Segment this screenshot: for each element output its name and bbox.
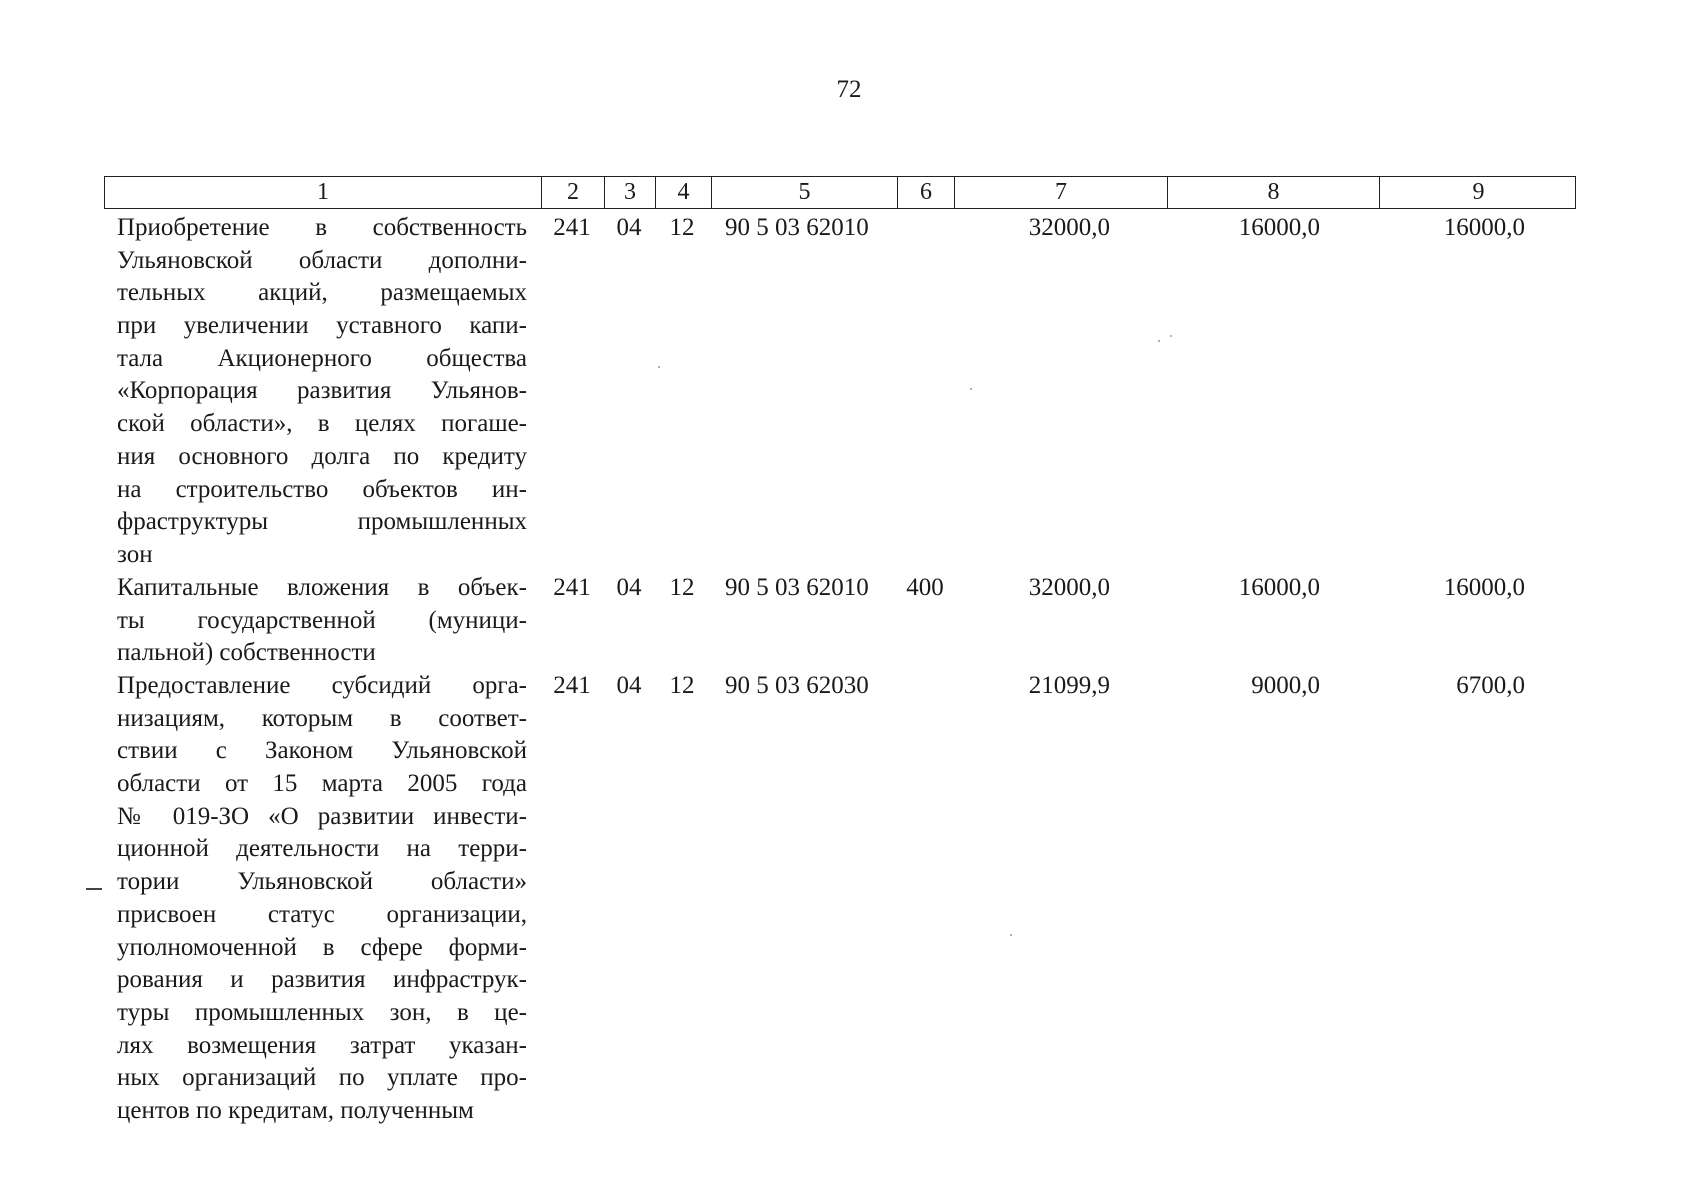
description-line: ской области», в целях погаше- — [117, 410, 527, 438]
scan-speck — [970, 388, 972, 390]
row-description — [117, 572, 527, 670]
cell-col-2: 241 — [553, 214, 591, 241]
scan-speck — [1170, 335, 1172, 337]
description-line: ствии с Законом Ульяновской — [117, 737, 527, 765]
description-line: рования и развития инфраструк- — [117, 966, 527, 994]
description-line: тала Акционерного общества — [117, 344, 527, 372]
cell-col-8: 9000,0 — [1251, 672, 1320, 699]
header-col-9: 9 — [1379, 177, 1577, 208]
scan-speck — [658, 366, 660, 368]
scan-dash-mark — [86, 888, 102, 890]
description-line: пальной) собственности — [117, 639, 376, 667]
cell-col-4: 12 — [669, 214, 695, 241]
description-line: «Корпорация развития Ульянов- — [117, 377, 527, 405]
description-line: при увеличении уставного капи- — [117, 312, 527, 340]
scan-speck — [1010, 934, 1012, 936]
table-header-row — [104, 176, 1576, 209]
cell-col-5: 90 5 03 62010 — [725, 214, 869, 241]
cell-col-3: 04 — [616, 214, 642, 241]
description-line: Предоставление субсидий орга- — [117, 672, 527, 699]
description-line: центов по кредитам, полученным — [117, 1096, 474, 1124]
description-line: Приобретение в собственность — [117, 214, 527, 241]
page-number: 72 — [836, 76, 862, 103]
description-line: присвоен статус организации, — [117, 900, 527, 928]
cell-col-5: 90 5 03 62030 — [725, 672, 869, 699]
cell-col-7: 32000,0 — [1028, 214, 1110, 241]
description-line: области от 15 марта 2005 года — [117, 770, 527, 798]
cell-col-3: 04 — [616, 672, 642, 699]
cell-col-9: 16000,0 — [1443, 214, 1525, 241]
description-line: тельных акций, размещаемых — [117, 279, 527, 307]
cell-col-6: 400 — [906, 574, 944, 601]
description-line: ты государственной (муници- — [117, 606, 527, 634]
cell-col-5: 90 5 03 62010 — [725, 574, 869, 601]
description-line: фраструктуры промышленных — [117, 508, 527, 536]
description-line: уполномоченной в сфере форми- — [117, 933, 527, 961]
description-line: зон — [117, 540, 153, 568]
row-description — [117, 212, 527, 572]
row-description — [117, 670, 527, 1128]
cell-col-7: 21099,9 — [1028, 672, 1110, 699]
cell-col-7: 32000,0 — [1028, 574, 1110, 601]
description-line: Ульяновской области дополни- — [117, 246, 527, 274]
cell-col-8: 16000,0 — [1238, 214, 1320, 241]
header-col-8: 8 — [1167, 177, 1379, 208]
header-col-2: 2 — [541, 177, 604, 208]
description-line: лях возмещения затрат указан- — [117, 1031, 527, 1059]
description-line: ных организаций по уплате про- — [117, 1064, 527, 1092]
cell-col-4: 12 — [669, 672, 695, 699]
description-line: ния основного долга по кредиту — [117, 442, 527, 470]
header-col-5: 5 — [711, 177, 897, 208]
cell-col-4: 12 — [669, 574, 695, 601]
header-col-3: 3 — [604, 177, 655, 208]
description-line: туры промышленных зон, в це- — [117, 998, 527, 1026]
description-line: на строительство объектов ин- — [117, 475, 527, 503]
cell-col-8: 16000,0 — [1238, 574, 1320, 601]
header-col-6: 6 — [897, 177, 954, 208]
scan-speck — [1158, 340, 1160, 342]
header-col-1: 1 — [317, 179, 329, 205]
description-line: № 019-ЗО «О развитии инвести- — [117, 802, 527, 830]
cell-col-9: 16000,0 — [1443, 574, 1525, 601]
description-line: Капитальные вложения в объек- — [117, 574, 527, 601]
description-line: тории Ульяновской области» — [117, 868, 527, 896]
cell-col-2: 241 — [553, 574, 591, 601]
description-line: ционной деятельности на терри- — [117, 835, 527, 863]
description-line: низациям, которым в соответ- — [117, 704, 527, 732]
header-col-7: 7 — [954, 177, 1167, 208]
cell-col-2: 241 — [553, 672, 591, 699]
cell-col-3: 04 — [616, 574, 642, 601]
header-col-4: 4 — [655, 177, 711, 208]
cell-col-9: 6700,0 — [1456, 672, 1525, 699]
